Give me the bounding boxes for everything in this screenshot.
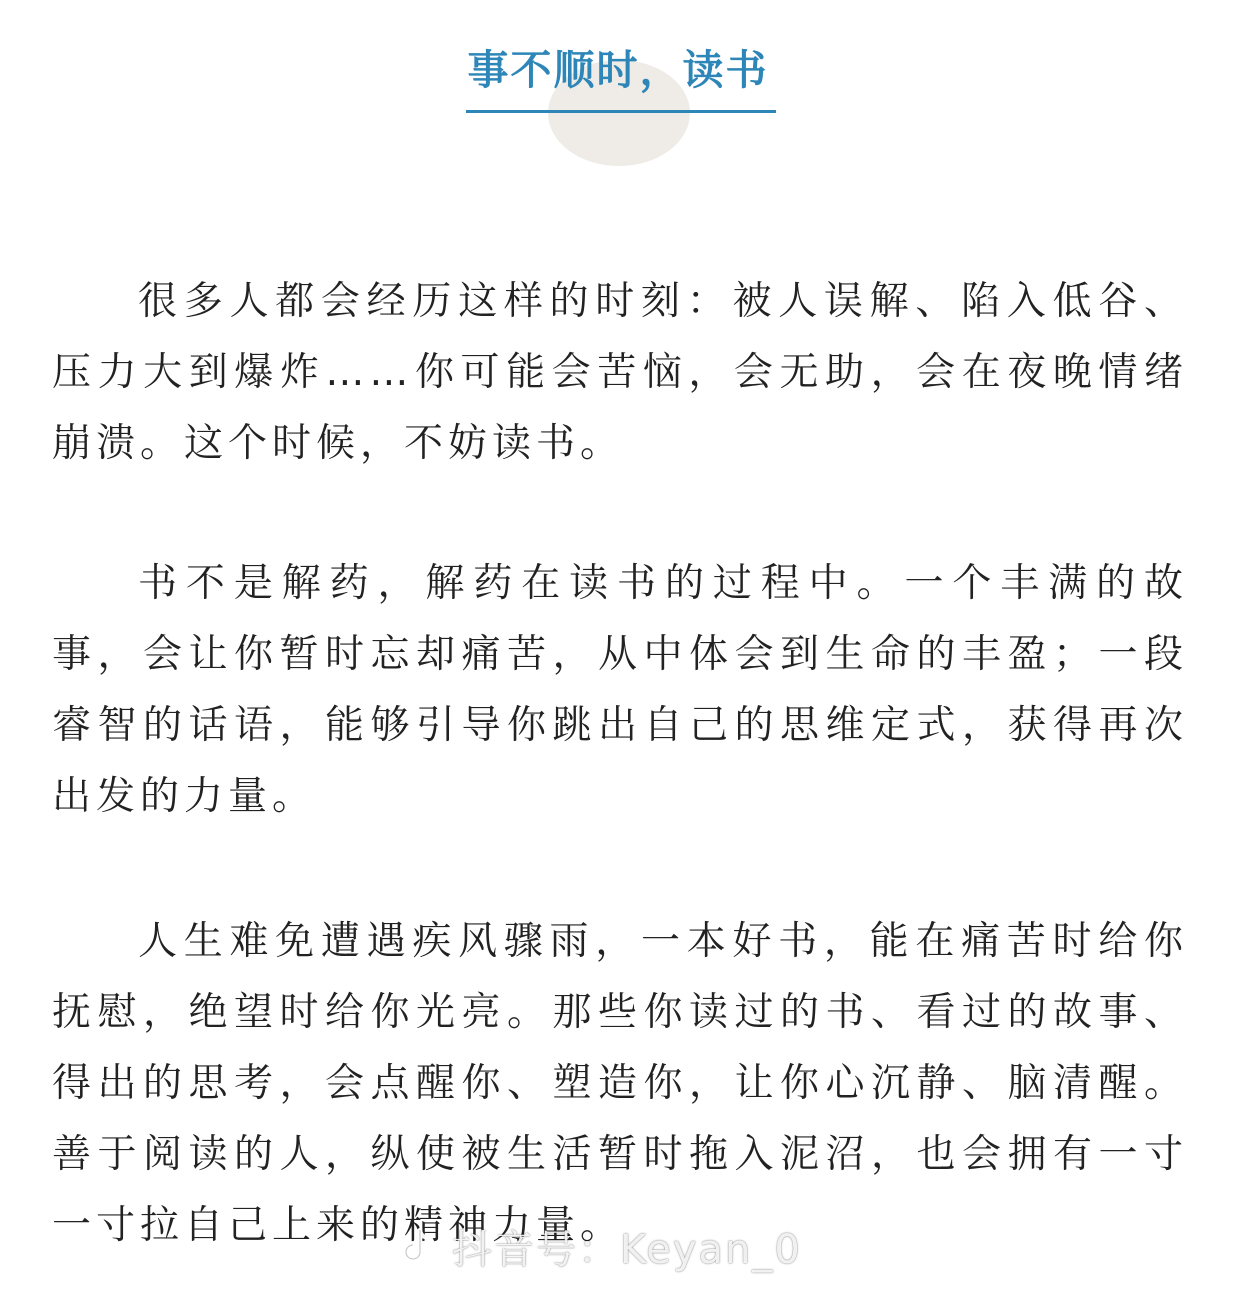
title-section: [0, 0, 1236, 200]
title-underline: [466, 110, 776, 113]
watermark-text: 抖音号：Keyan_0: [452, 1226, 802, 1273]
paragraph-3: 人生难免遭遇疾风骤雨，一本好书，能在痛苦时给你抚慰，绝望时给你光亮。那些你读过的书、看过的故事、得出的思考，会点醒你、塑造你，让你心沉静、脑清醒。善于阅读的人，纵使被生活暂时拖入泥沼，也会拥有一寸一寸拉自己上来的精神力量。: [52, 919, 1188, 1248]
tiktok-icon: [398, 1226, 438, 1266]
paragraph-2: 书不是解药，解药在读书的过程中。一个丰满的故事，会让你暂时忘却痛苦，从中体会到生命的丰盈；一段睿智的话语，能够引导你跳出自己的思维定式，获得再次出发的力量。: [52, 561, 1188, 819]
page-title: 事不顺时，读书: [467, 46, 769, 94]
watermark: [398, 1216, 802, 1276]
paragraph-1: 很多人都会经历这样的时刻：被人误解、陷入低谷、压力大到爆炸……你可能会苦恼，会无助，会在夜晚情绪崩溃。这个时候，不妨读书。: [52, 279, 1188, 466]
